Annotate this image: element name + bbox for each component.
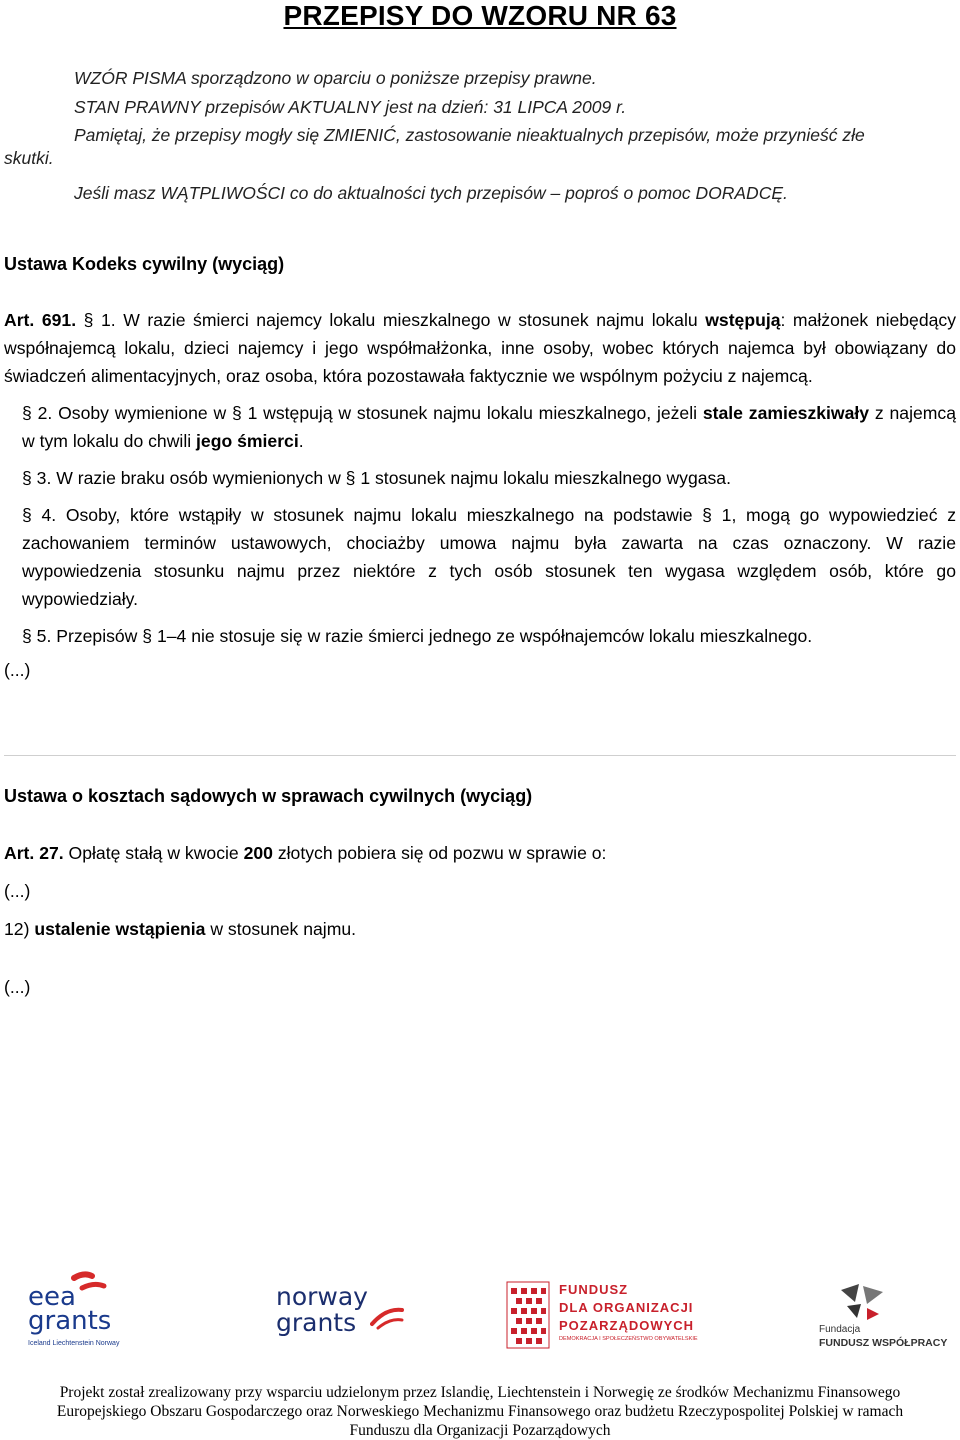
fundusz-line: FUNDUSZ xyxy=(559,1282,629,1297)
paragraph-2 xyxy=(4,399,956,455)
fundusz-wspolpracy-mark-icon xyxy=(837,1282,887,1322)
para-text: : małżonek niebędący współnajemcą lokalu, dzieci najemcy i jego współmałżonka, inne osoby, wobec których najemca był obowiązany do świadczeń alimentacyjnych, oraz osoba, która pozostawała faktycznie we wspólnym pożyciu z najemcą. xyxy=(4,310,956,386)
ellipsis: (...) xyxy=(4,881,31,901)
para-text: Opłatę stałą w kwocie xyxy=(63,843,244,863)
eea-word: eea xyxy=(28,1282,76,1312)
norway-word: norway xyxy=(276,1282,368,1311)
article-27-text xyxy=(4,839,956,867)
para-text: § 1. W razie śmierci najemcy lokalu mieszkalnego w stosunek najmu lokalu xyxy=(83,310,706,330)
funding-logos xyxy=(0,1270,960,1380)
para-text: z najemcą w tym lokalu do chwili xyxy=(22,403,956,451)
eea-grants-logo xyxy=(20,1270,140,1350)
footer-line: Funduszu dla Organizacji Pozarządowych xyxy=(349,1422,611,1439)
fwp-line: Fundacja xyxy=(819,1324,861,1335)
intro-line: STAN PRAWNY przepisów AKTUALNY jest na dzień: 31 LIPCA 2009 r. xyxy=(74,96,627,117)
paragraph-5: § 5. Przepisów § 1–4 nie stosuje się w razie śmierci jednego ze współnajemców lokalu mieszkalnego. xyxy=(22,626,813,646)
funding-statement xyxy=(0,1383,960,1440)
article-label: Art. 27. xyxy=(4,843,64,863)
grants-word: grants xyxy=(28,1306,112,1336)
norway-mark-icon xyxy=(370,1306,404,1330)
item-bold: ustalenie wstąpienia xyxy=(34,919,206,939)
fundusz-mark-icon xyxy=(505,1278,551,1354)
fundusz-wspolpracy-logo xyxy=(815,1282,955,1356)
grants-word: grants xyxy=(276,1308,357,1337)
intro-line: skutki. xyxy=(4,147,54,168)
paragraph-4: § 4. Osoby, które wstąpiły w stosunek najmu lokalu mieszkalnego na podstawie § 1, mogą go wypowiedzieć z zachowaniem terminów ustawowych, chociażby umowa najmu była zawarta na czas oznaczony. W razie wypowiedzenia stosunku najmu przez niektóre z tych osób stosunek ten wygasa względem osób, które go wypowiedziały. xyxy=(22,505,956,609)
amount: 200 xyxy=(243,843,273,863)
fundusz-line: DEMOKRACJA I SPOŁECZEŃSTWO OBYWATELSKIE xyxy=(559,1336,698,1342)
item-text: w stosunek najmu. xyxy=(205,919,357,939)
article-691 xyxy=(4,306,956,684)
intro-line: Pamiętaj, że przepisy mogły się ZMIENIĆ, zastosowanie nieaktualnych przepisów, może przynieść złe xyxy=(74,125,865,145)
section-divider xyxy=(4,755,956,756)
ellipsis: (...) xyxy=(4,977,31,997)
fundusz-line: DLA ORGANIZACJI xyxy=(559,1300,694,1315)
paragraph-1 xyxy=(4,306,956,390)
para-text: . xyxy=(298,431,304,451)
eea-countries: Iceland Liechtenstein Norway xyxy=(28,1340,120,1347)
footer-line: Projekt został zrealizowany przy wsparciu udzielonym przez Islandię, Liechtenstein i Norwegię ze środków Mechanizmu Finansowego xyxy=(59,1384,901,1401)
list-item-12 xyxy=(4,915,956,943)
article-label: Art. 691. xyxy=(4,310,77,330)
para-bold: jego śmierci xyxy=(196,431,299,451)
page-title: PRZEPISY DO WZORU NR 63 xyxy=(283,0,677,31)
para-text: § 2. Osoby wymienione w § 1 wstępują w stosunek najmu lokalu mieszkalnego, jeżeli xyxy=(22,403,703,423)
intro-notice xyxy=(4,64,954,208)
norway-grants-logo xyxy=(270,1284,410,1350)
section-kodeks-cywilny xyxy=(4,254,956,275)
para-bold: stale zamieszkiwały xyxy=(702,403,870,423)
ellipsis: (...) xyxy=(4,660,31,680)
section-koszty-sadowe xyxy=(4,786,956,807)
intro-line: WZÓR PISMA sporządzono w oparciu o poniższe przepisy prawne. xyxy=(74,68,597,88)
footer-line: Europejskiego Obszaru Gospodarczego oraz Norweskiego Mechanizmu Finansowego oraz budżetu Rzeczypospolitej Polskiej w ramach xyxy=(56,1403,904,1420)
section-heading: Ustawa o kosztach sądowych w sprawach cywilnych (wyciąg) xyxy=(4,786,533,806)
item-number: 12) xyxy=(4,919,30,939)
fwp-line: FUNDUSZ WSPÓŁPRACY xyxy=(819,1337,948,1349)
fundusz-line: POZARZĄDOWYCH xyxy=(559,1318,695,1333)
article-27 xyxy=(4,839,956,1001)
fundusz-logo xyxy=(505,1278,698,1354)
para-text: złotych pobiera się od pozwu w sprawie o: xyxy=(272,843,607,863)
intro-line: Jeśli masz WĄTPLIWOŚCI co do aktualności tych przepisów – poproś o pomoc DORADCĘ. xyxy=(74,183,788,203)
para-bold: wstępują xyxy=(705,310,781,330)
paragraph-3: § 3. W razie braku osób wymienionych w § 1 stosunek najmu lokalu mieszkalnego wygasa. xyxy=(22,468,731,488)
section-heading: Ustawa Kodeks cywilny (wyciąg) xyxy=(4,254,285,274)
